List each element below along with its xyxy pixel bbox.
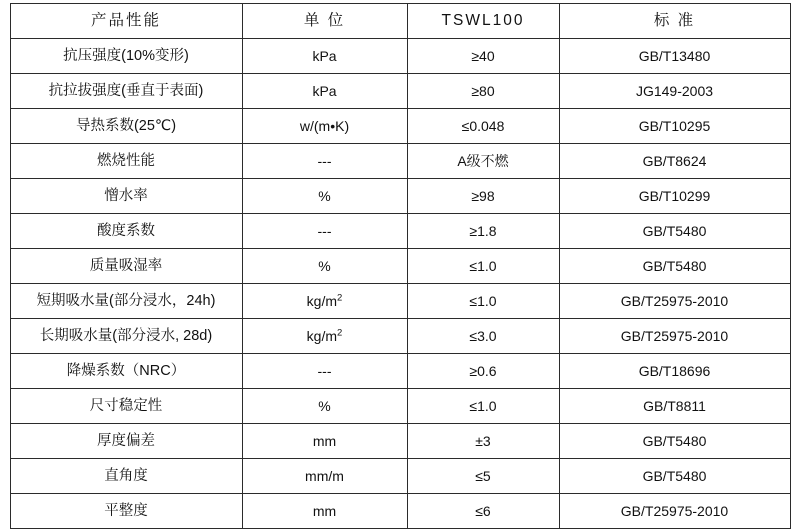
cell-value: ≤1.0: [407, 389, 559, 424]
cell-value: A级不燃: [407, 144, 559, 179]
unit-text: kg/m: [306, 327, 338, 344]
cell-standard: GB/T5480: [559, 424, 790, 459]
unit-text: ---: [317, 362, 332, 379]
unit-text: kg/m: [306, 292, 338, 309]
unit-text: %: [318, 257, 331, 274]
table-header-row: [10, 4, 790, 39]
table-row: [10, 494, 790, 529]
cell-standard: GB/T5480: [559, 214, 790, 249]
cell-standard: GB/T10295: [559, 109, 790, 144]
product-spec-table: [10, 3, 791, 529]
cell-product-performance: 降燥系数（NRC）: [10, 354, 242, 389]
cell-product-performance: 短期吸水量(部分浸水，24h): [10, 284, 242, 319]
cell-product-performance: 憎水率: [10, 179, 242, 214]
unit-text: mm: [312, 502, 337, 519]
cell-unit: [242, 109, 407, 144]
table-row: [10, 459, 790, 494]
cell-product-performance: 抗压强度(10%变形): [10, 39, 242, 74]
cell-value: ≥1.8: [407, 214, 559, 249]
table-body: [10, 39, 790, 529]
cell-standard: GB/T8811: [559, 389, 790, 424]
cell-product-performance: 燃烧性能: [10, 144, 242, 179]
unit-text: kPa: [312, 47, 337, 64]
column-header-unit: 单 位: [242, 4, 407, 39]
cell-value: ≤6: [407, 494, 559, 529]
cell-value: ≤1.0: [407, 284, 559, 319]
unit-text: w/(m•K): [299, 117, 350, 134]
unit-text: kPa: [312, 82, 337, 99]
cell-value: ≥40: [407, 39, 559, 74]
cell-unit: [242, 319, 407, 354]
unit-superscript: 2: [337, 292, 343, 304]
unit-superscript: 2: [337, 327, 343, 339]
unit-text: mm: [312, 432, 337, 449]
cell-product-performance: 抗拉拔强度(垂直于表面): [10, 74, 242, 109]
unit-text: ---: [317, 222, 332, 239]
cell-unit: [242, 459, 407, 494]
unit-text: %: [318, 397, 331, 414]
cell-value: ≥0.6: [407, 354, 559, 389]
cell-product-performance: 厚度偏差: [10, 424, 242, 459]
unit-text: %: [318, 187, 331, 204]
table-header: [10, 4, 790, 39]
table-row: [10, 424, 790, 459]
cell-product-performance: 酸度系数: [10, 214, 242, 249]
cell-value: ≤0.048: [407, 109, 559, 144]
table-row: [10, 74, 790, 109]
cell-standard: GB/T25975-2010: [559, 284, 790, 319]
cell-standard: GB/T25975-2010: [559, 494, 790, 529]
table-row: [10, 39, 790, 74]
cell-value: ±3: [407, 424, 559, 459]
cell-product-performance: 平整度: [10, 494, 242, 529]
cell-standard: GB/T5480: [559, 249, 790, 284]
cell-value: ≤5: [407, 459, 559, 494]
cell-unit: [242, 144, 407, 179]
cell-unit: [242, 424, 407, 459]
cell-product-performance: 尺寸稳定性: [10, 389, 242, 424]
table-row: [10, 389, 790, 424]
cell-unit: [242, 494, 407, 529]
table-row: [10, 249, 790, 284]
document-page: [0, 3, 800, 519]
column-header-product-performance: 产品性能: [10, 4, 242, 39]
cell-standard: GB/T25975-2010: [559, 319, 790, 354]
table-row: [10, 319, 790, 354]
cell-unit: [242, 39, 407, 74]
column-header-standard: 标 准: [559, 4, 790, 39]
cell-standard: GB/T18696: [559, 354, 790, 389]
cell-value: ≤1.0: [407, 249, 559, 284]
cell-product-performance: 导热系数(25℃): [10, 109, 242, 144]
table-row: [10, 179, 790, 214]
cell-value: ≤3.0: [407, 319, 559, 354]
column-header-model: TSWL100: [407, 4, 559, 39]
cell-standard: GB/T13480: [559, 39, 790, 74]
unit-text: mm/m: [305, 467, 344, 484]
table-row: [10, 284, 790, 319]
cell-unit: [242, 74, 407, 109]
cell-standard: GB/T5480: [559, 459, 790, 494]
cell-standard: GB/T8624: [559, 144, 790, 179]
table-row: [10, 144, 790, 179]
cell-unit: [242, 284, 407, 319]
unit-text: ---: [317, 152, 332, 169]
cell-product-performance: 长期吸水量(部分浸水, 28d): [10, 319, 242, 354]
cell-product-performance: 质量吸湿率: [10, 249, 242, 284]
table-row: [10, 109, 790, 144]
cell-standard: JG149-2003: [559, 74, 790, 109]
cell-unit: [242, 214, 407, 249]
cell-unit: [242, 389, 407, 424]
cell-unit: [242, 179, 407, 214]
cell-value: ≥80: [407, 74, 559, 109]
table-row: [10, 214, 790, 249]
cell-unit: [242, 249, 407, 284]
cell-unit: [242, 354, 407, 389]
cell-product-performance: 直角度: [10, 459, 242, 494]
cell-value: ≥98: [407, 179, 559, 214]
table-row: [10, 354, 790, 389]
cell-standard: GB/T10299: [559, 179, 790, 214]
